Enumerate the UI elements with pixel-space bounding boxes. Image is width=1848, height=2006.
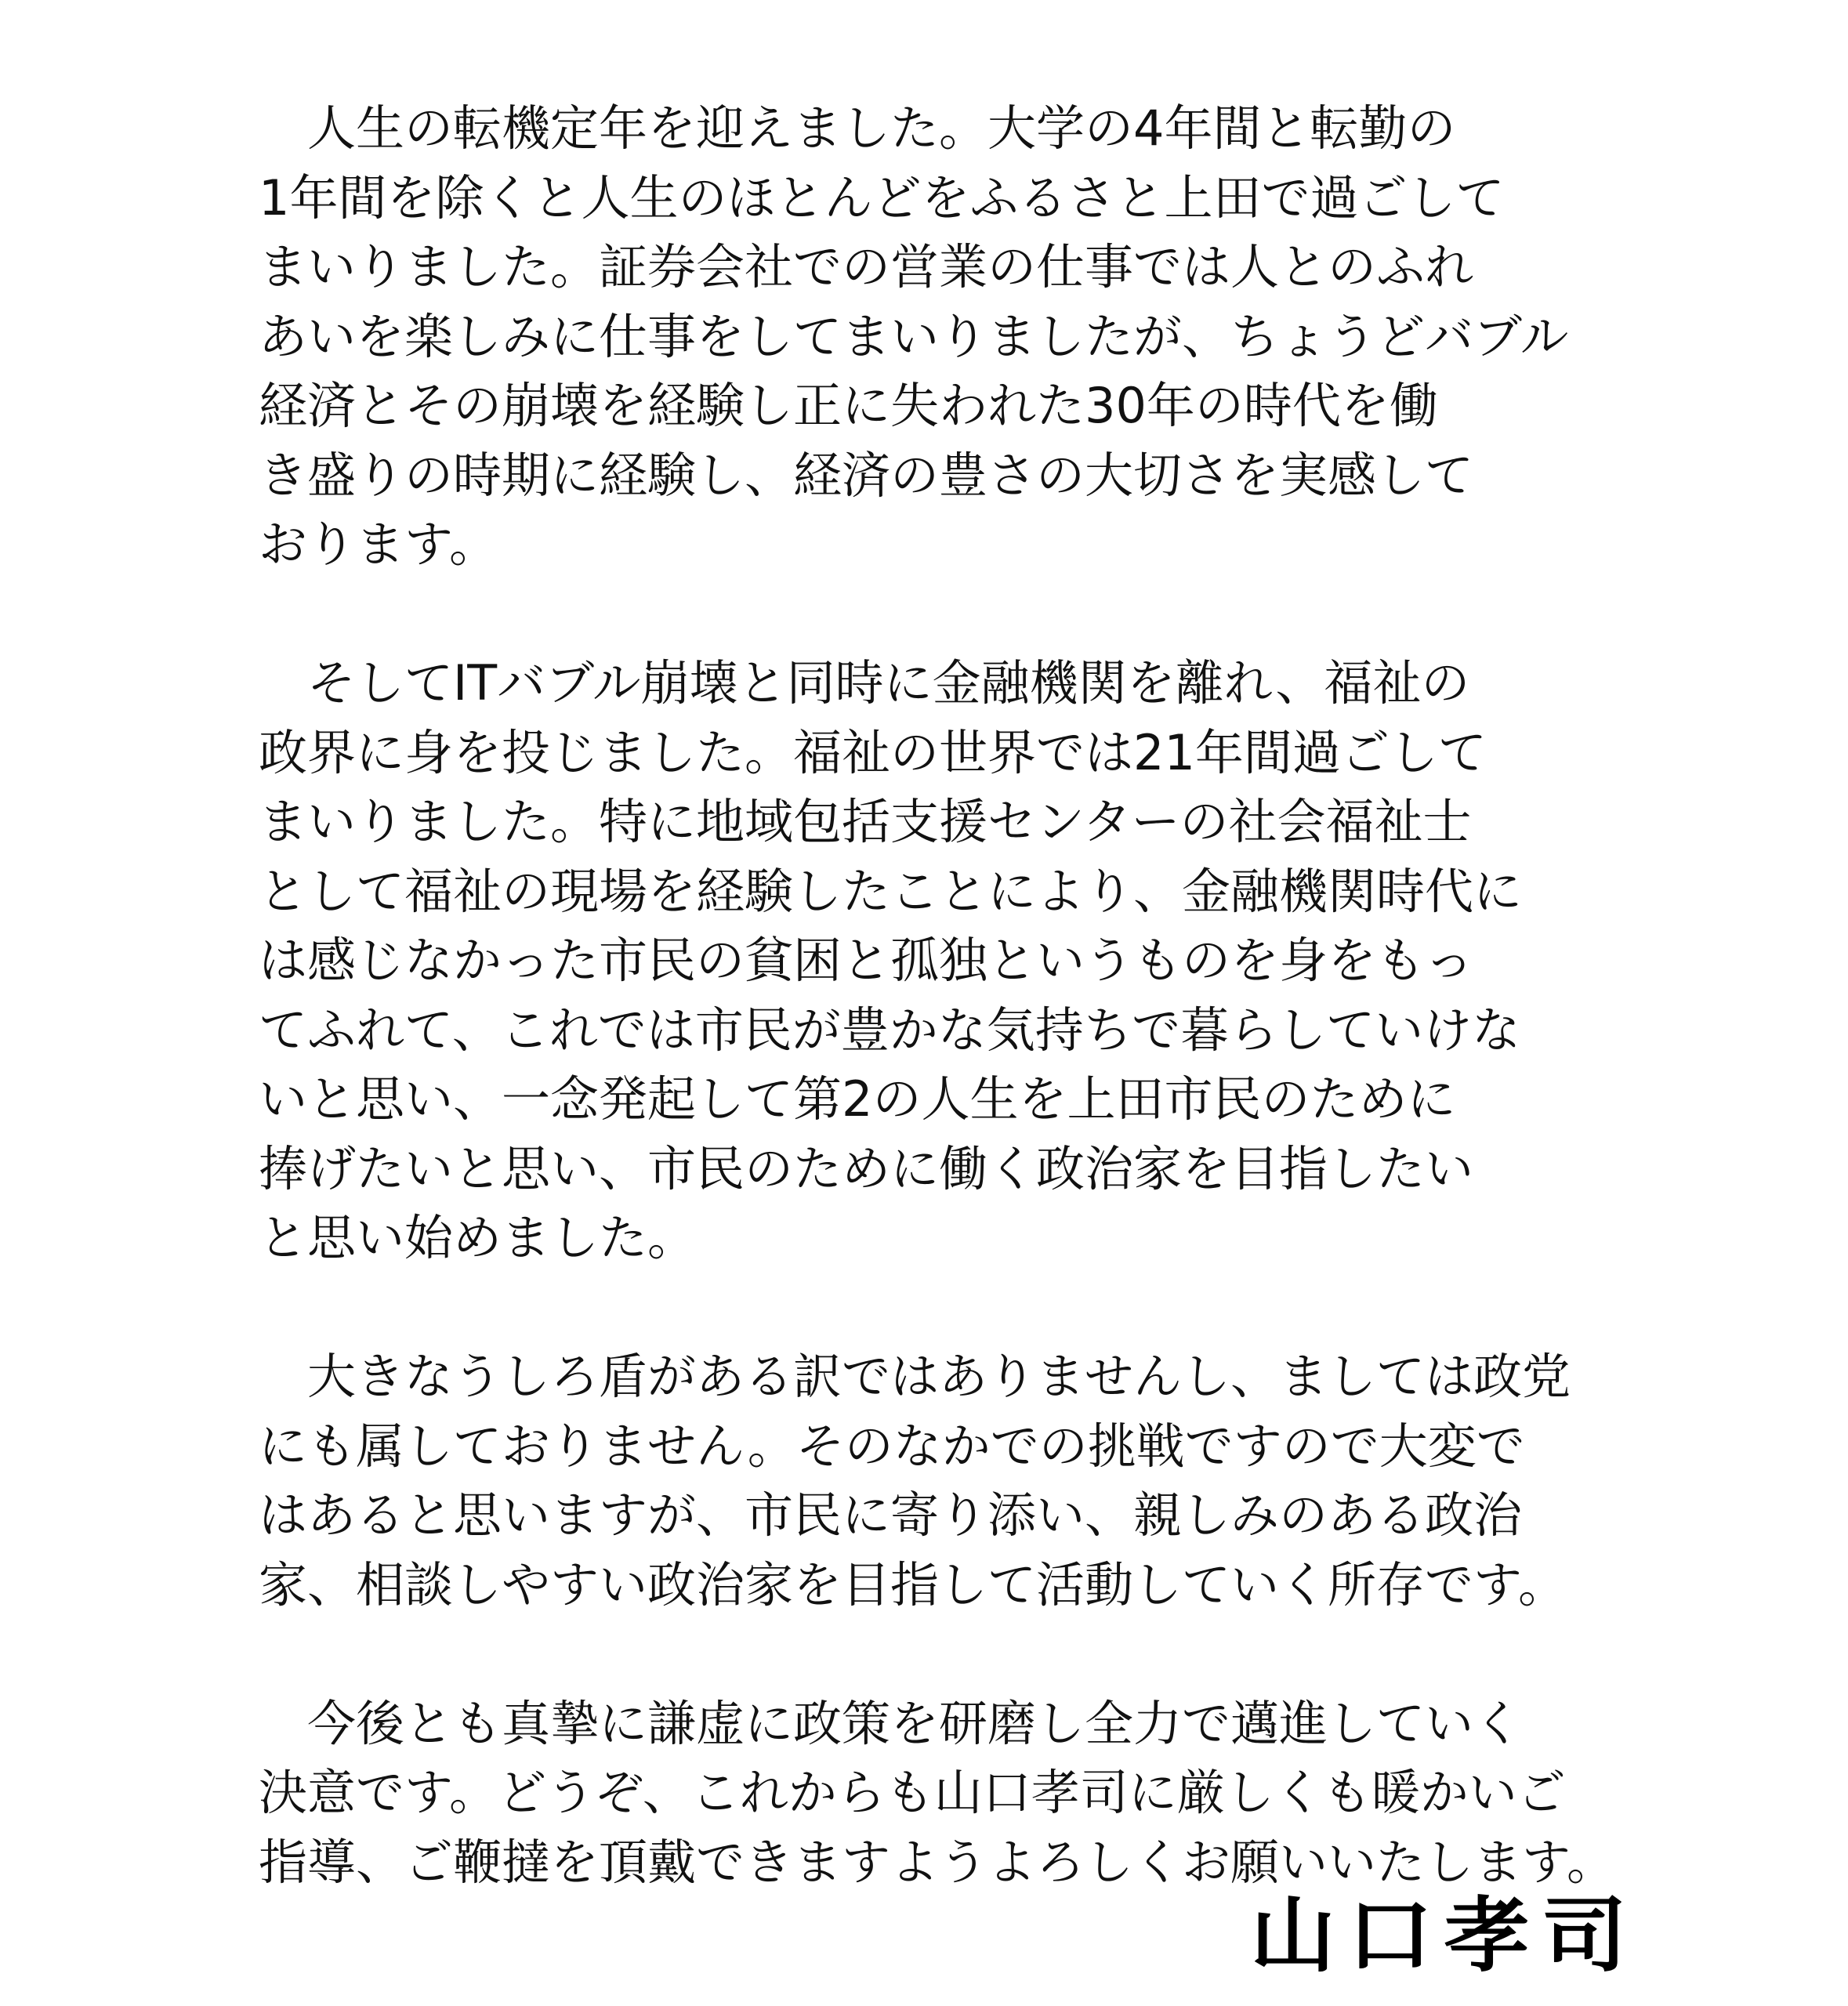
text-line: として福祉の現場を経験したことにより、金融機関時代に <box>259 862 1523 920</box>
text-line: そしてITバブル崩壊と同時に金融機関を離れ、福祉の <box>307 654 1470 712</box>
text-line: 政界に身を投じました。福祉の世界では21年間過ごして <box>259 723 1487 781</box>
text-line: てふれて、これでは市民が豊かな気持ちで暮らしていけな <box>259 1001 1521 1059</box>
text-line: あいを楽しみに仕事をしてまいりましたが、ちょうどバブル <box>259 307 1569 365</box>
paragraph-1 <box>259 94 1685 580</box>
text-line: 1年間を除くと人生のほとんどをふるさと上田で過ごして <box>259 168 1505 226</box>
paragraph-4 <box>259 1689 1685 1898</box>
letter-body <box>259 94 1685 1967</box>
text-line: と思い始めました。 <box>259 1209 697 1266</box>
paragraph-2 <box>259 649 1685 1273</box>
text-line: 人生の転機定年を迎えました。大学の4年間と転勤の <box>307 100 1456 157</box>
signature: 山口孝司 <box>1250 1887 1639 1983</box>
text-line: 経済とその崩壊を経験し正に失われた30年の時代を働 <box>259 377 1438 434</box>
paragraph-3 <box>259 1342 1685 1620</box>
text-line: いと思い、一念発起して第2の人生を上田市民のために <box>259 1070 1456 1128</box>
text-line: おります。 <box>259 516 498 573</box>
text-line: き盛りの時期に経験し、経済の豊さの大切さを実感して <box>259 446 1474 504</box>
text-line: は感じなかった市民の貧困と孤独というものを身をもっ <box>259 932 1474 989</box>
text-line: はあると思いますが、市民に寄り添い、親しみのある政治 <box>259 1486 1523 1544</box>
text-line: 家、相談しやすい政治家を目指して活動していく所存です。 <box>259 1555 1567 1613</box>
text-line: まいりました。証券会社での営業の仕事では人とのふれ <box>259 238 1474 295</box>
text-line: 今後とも真摯に謙虚に政策を研磨し全力で邁進していく <box>307 1694 1523 1752</box>
text-line: 指導、ご鞭撻を頂戴できますようよろしくお願いいたします。 <box>259 1833 1616 1891</box>
text-line: まいりました。特に地域包括支援センターの社会福祉士 <box>259 793 1472 850</box>
text-line: 捧げたいと思い、市民のために働く政治家を目指したい <box>259 1139 1474 1197</box>
text-line: 大きなうしろ盾がある訳ではありませんし、ましては政党 <box>307 1348 1571 1405</box>
text-line: にも属しておりません。そのなかでの挑戦ですので大変で <box>259 1417 1525 1475</box>
text-line: 決意です。どうぞ、これからも山口孝司に厳しくも暖かいご <box>259 1764 1566 1821</box>
